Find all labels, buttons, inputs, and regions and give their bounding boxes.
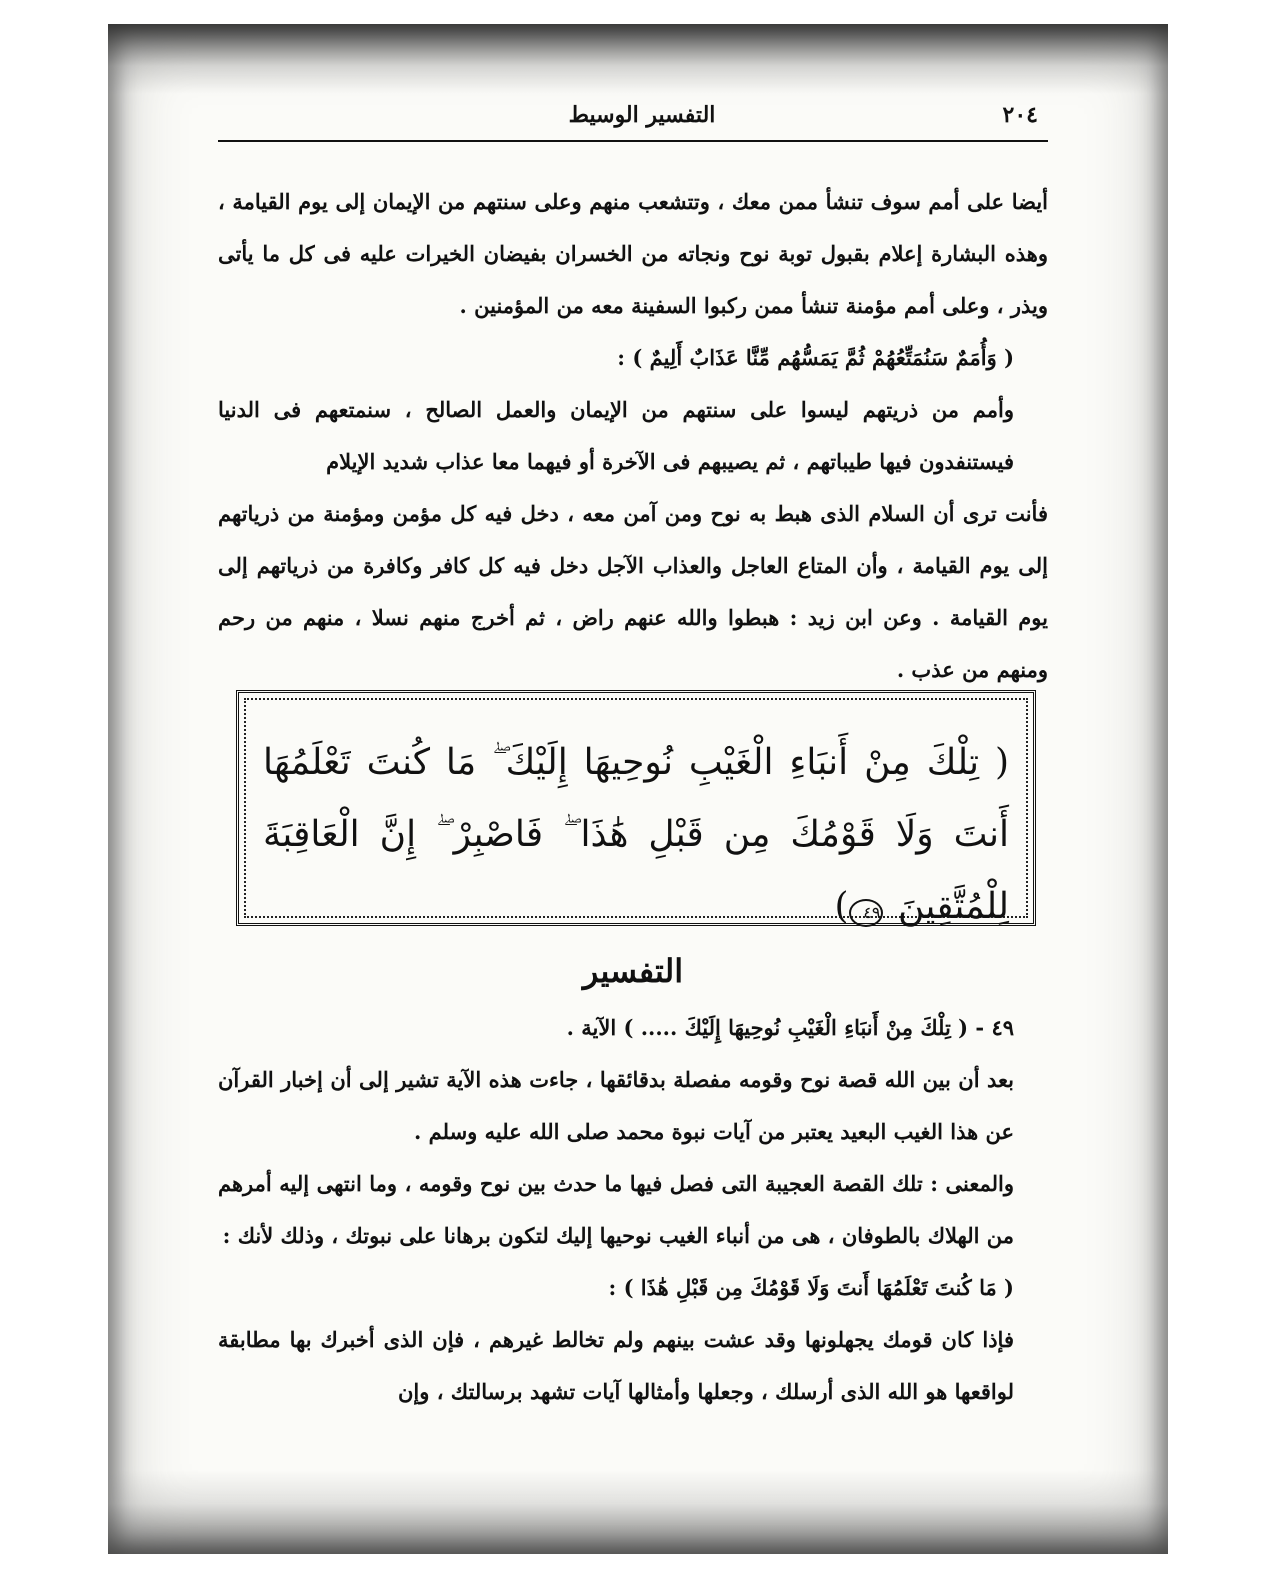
- paragraph: فإذا كان قومك يجهلونها وقد عشت بينهم ولم تخالط غيرهم ، فإن الذى أخبرك بها مطابقة لواقعها هو الله الذى أرسلك ، وجعلها وأمثالها آيات تشهد برسالتك ، وإن: [218, 1327, 1014, 1404]
- verse-text: ( تِلْكَ مِنْ أَنبَاءِ الْغَيْبِ نُوحِيهَا إِلَيْكَ ۖ مَا كُنتَ تَعْلَمُهَا أَنتَ وَلَا قَوْمُكَ مِن قَبْلِ هَٰذَا ۖ فَاصْبِرْ ۖ إِنَّ الْعَاقِبَةَ لِلْمُتَّقِينَ: [263, 742, 1009, 927]
- paragraph: والمعنى : تلك القصة العجيبة التى فصل فيها ما حدث بين نوح وقومه ، وما انتهى إليه أمرهم من الهلاك بالطوفان ، هى من أنباء الغيب نوحيها إليك لتكون برهانا على نبوتك ، وذلك لأنك :: [218, 1171, 1014, 1248]
- tafsir-text-block: [218, 1002, 1048, 1418]
- header-rule: [218, 140, 1048, 142]
- ayah-reference: ٤٩ - ( تِلْكَ مِنْ أَنبَاءِ الْغَيْبِ نُوحِيهَا إِلَيْكَ ..... ) الآية .: [566, 1015, 1014, 1040]
- paragraph: بعد أن بين الله قصة نوح وقومه مفصلة بدقائقها ، جاءت هذه الآية تشير إلى أن إخبار القرآن عن هذا الغيب البعيد يعتبر من آيات نبوة محمد صلى الله عليه وسلم .: [218, 1067, 1014, 1144]
- paragraph: فأنت ترى أن السلام الذى هبط به نوح ومن آمن معه ، دخل فيه كل مؤمن ومؤمنة من ذرياتهم إلى يوم القيامة ، وأن المتاع العاجل والعذاب الآجل دخل فيه كل كافر وكافرة من ذرياتهم إلى يوم القيامة . وعن ابن زيد : هبطوا والله عنهم راض ، ثم أخرج منهم نسلا ، منهم من رحم ومنهم من عذب .: [218, 501, 1048, 682]
- verse-number-badge: ٤٩: [849, 899, 883, 927]
- ayah-quote: ( وَأُمَمٌ سَنُمَتِّعُهُمْ ثُمَّ يَمَسُّهُم مِّنَّا عَذَابٌ أَلِيمٌ ) :: [617, 345, 1014, 370]
- page-number: ٢٠٤: [1002, 102, 1038, 128]
- top-text-block: [218, 176, 1048, 696]
- quran-verse: ( تِلْكَ مِنْ أَنبَاءِ الْغَيْبِ نُوحِيهَا إِلَيْكَ ۖ مَا كُنتَ تَعْلَمُهَا أَنتَ وَلَا قَوْمُكَ مِن قَبْلِ هَٰذَا ۖ فَاصْبِرْ ۖ إِنَّ الْعَاقِبَةَ لِلْمُتَّقِينَ ٤٩): [263, 742, 1009, 927]
- ayah-quote: ( مَا كُنتَ تَعْلَمُهَا أَنتَ وَلَا قَوْمُكَ مِن قَبْلِ هَٰذَا ) :: [608, 1275, 1014, 1300]
- quran-verse-box: [236, 690, 1036, 926]
- paragraph: وأمم من ذريتهم ليسوا على سنتهم من الإيمان والعمل الصالح ، سنمتعهم فى الدنيا فيستنفدون فيها طيباتهم ، ثم يصيبهم فى الآخرة أو فيهما معا عذاب شديد الإيلام: [218, 397, 1014, 474]
- paragraph: أيضا على أمم سوف تنشأ ممن معك ، وتتشعب منهم وعلى سنتهم من الإيمان إلى يوم القيامة ، وهذه البشارة إعلام بقبول توبة نوح ونجاته من الخسران بفيضان الخيرات عليه فى كل ما يأتى ويذر ، وعلى أمم مؤمنة تنشأ ممن ركبوا السفينة معه من المؤمنين .: [218, 189, 1048, 318]
- section-title: التفسير: [582, 952, 684, 990]
- running-title: التفسير الوسيط: [568, 102, 716, 128]
- running-header: [222, 100, 1044, 134]
